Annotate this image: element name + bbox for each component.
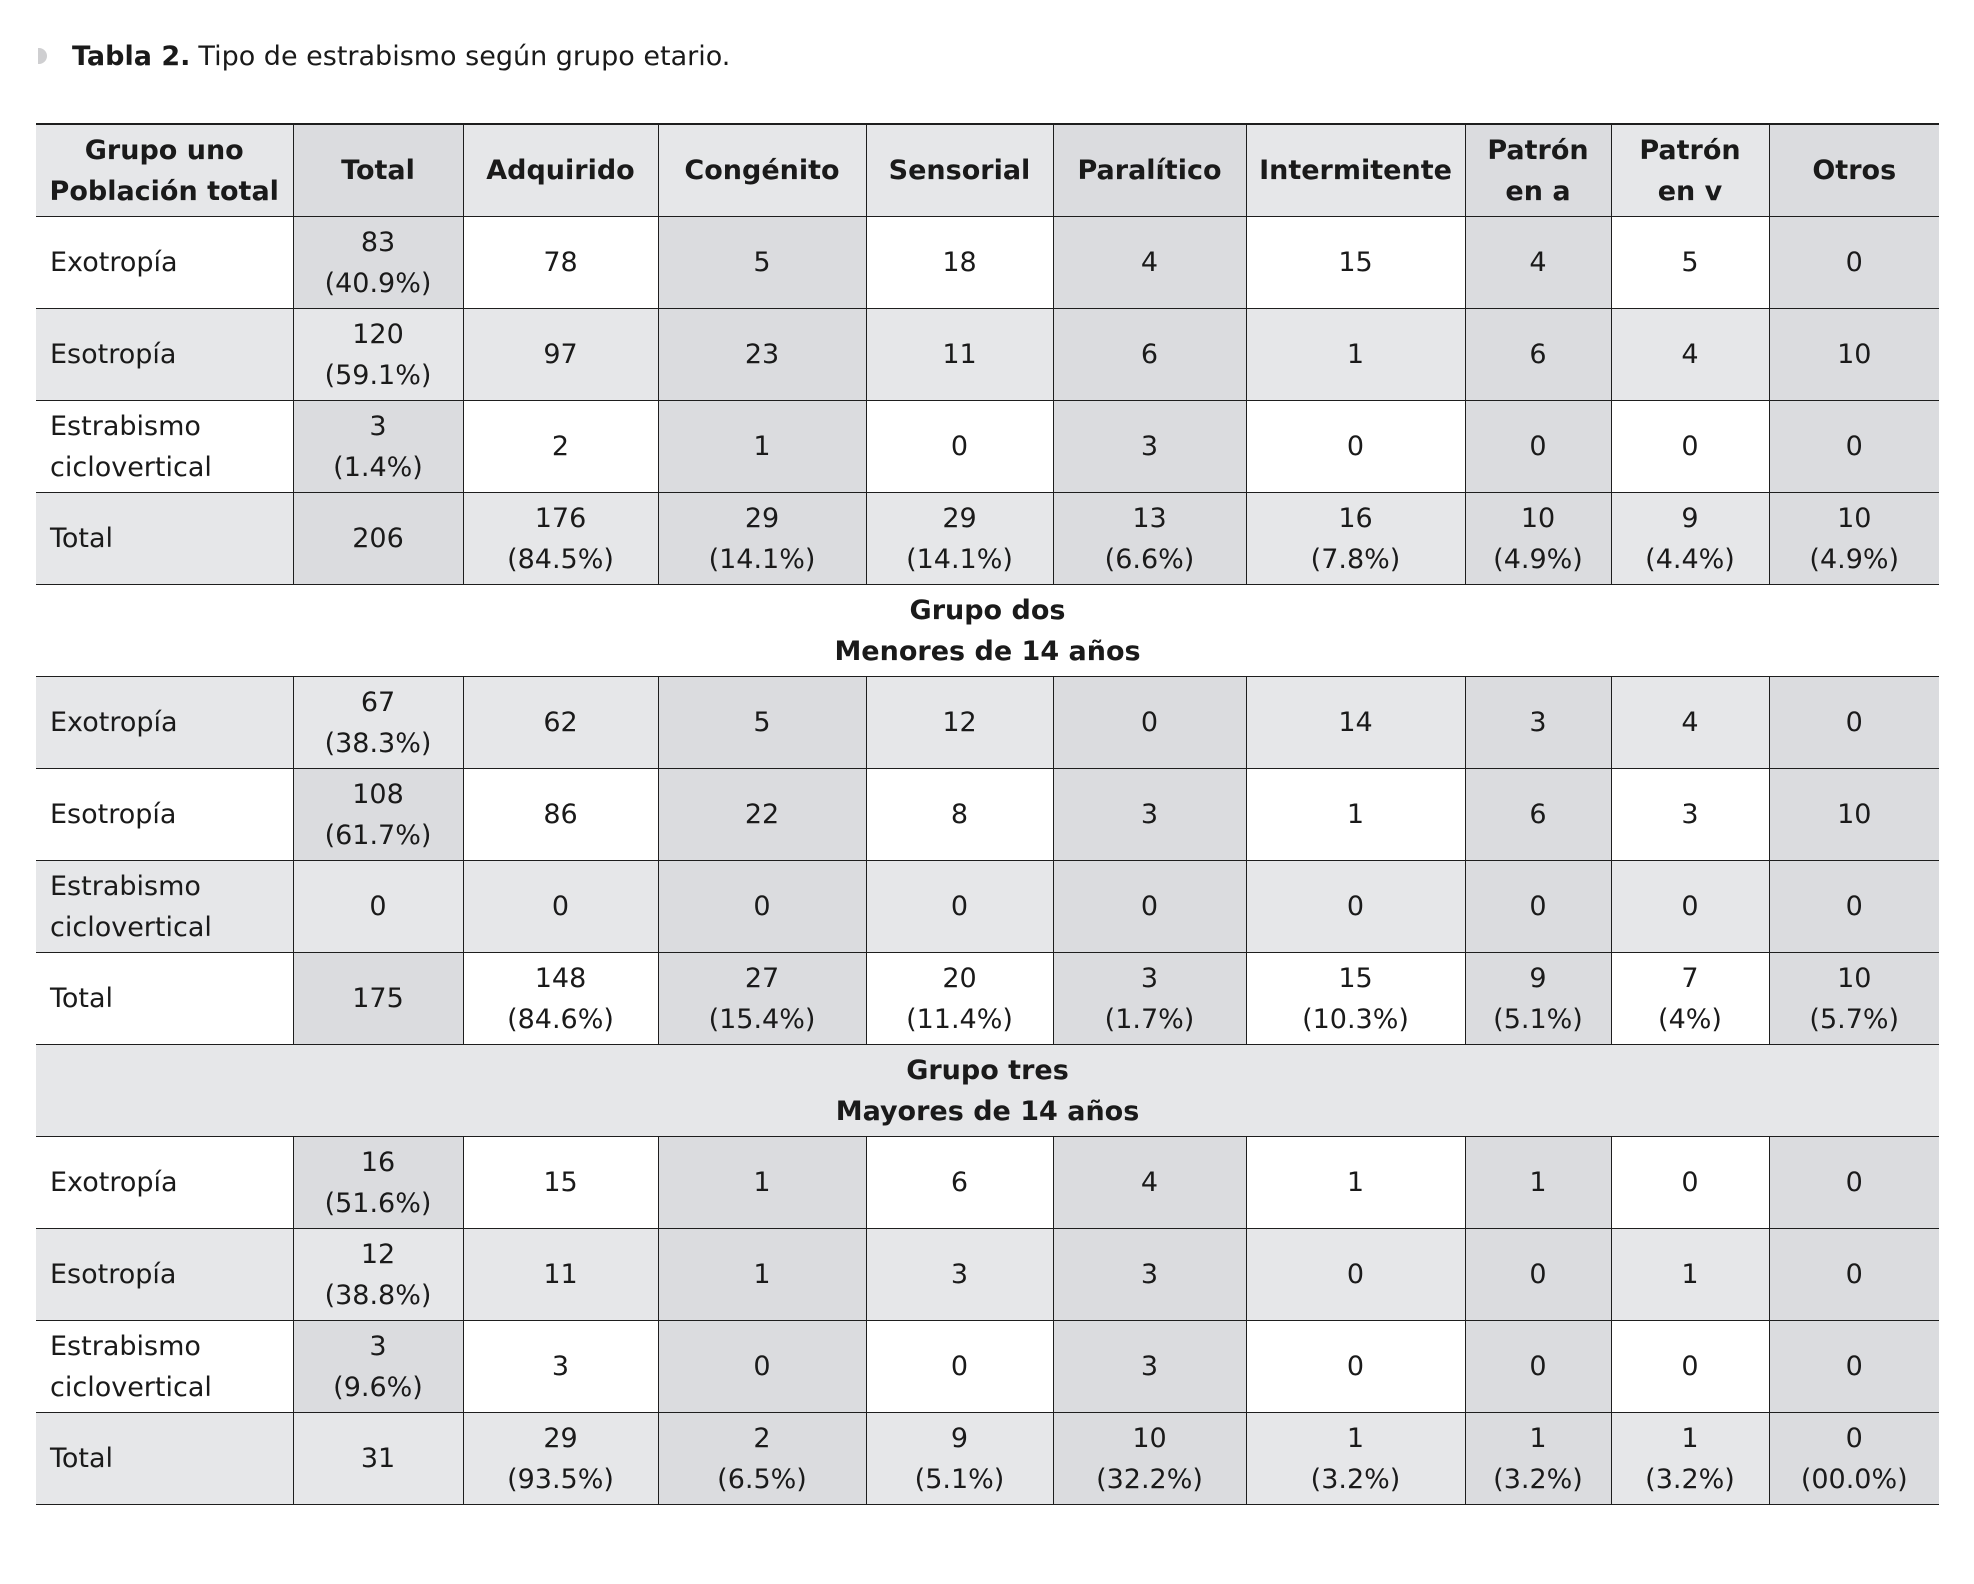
row-label: Exotropía [36, 1137, 293, 1229]
cell-patron-a: 1 [1465, 1137, 1611, 1229]
cell-adquirido: 176 (84.5%) [463, 493, 658, 585]
cell-patron-v: 4 [1611, 309, 1769, 401]
cell-intermitente: 0 [1246, 1321, 1465, 1413]
table-row-g1-ciclovertical [36, 401, 1939, 493]
cell-otros: 0 [1769, 677, 1939, 769]
cell-adquirido: 148 (84.6%) [463, 953, 658, 1045]
cell-patron-a: 0 [1465, 861, 1611, 953]
cell-otros: 0 [1769, 401, 1939, 493]
cell-adquirido: 2 [463, 401, 658, 493]
row-label: Total [36, 1413, 293, 1505]
cell-paralitico: 4 [1053, 217, 1246, 309]
cell-sensorial: 18 [866, 217, 1053, 309]
row-label: Esotropía [36, 1229, 293, 1321]
cell-patron-v: 0 [1611, 1321, 1769, 1413]
cell-congenito: 0 [658, 1321, 866, 1413]
header-group: Grupo uno Población total [36, 124, 293, 217]
cell-congenito: 1 [658, 1137, 866, 1229]
cell-patron-a: 3 [1465, 677, 1611, 769]
cell-patron-v: 4 [1611, 677, 1769, 769]
cell-total: 67 (38.3%) [293, 677, 463, 769]
cell-total: 120 (59.1%) [293, 309, 463, 401]
cell-patron-a: 0 [1465, 1321, 1611, 1413]
table-row-g1-exotropia [36, 217, 1939, 309]
cell-adquirido: 0 [463, 861, 658, 953]
cell-paralitico: 0 [1053, 861, 1246, 953]
cell-patron-a: 1 (3.2%) [1465, 1413, 1611, 1505]
row-label: Estrabismo ciclovertical [36, 1321, 293, 1413]
cell-paralitico: 0 [1053, 677, 1246, 769]
cell-sensorial: 3 [866, 1229, 1053, 1321]
group-heading-row [36, 1045, 1939, 1137]
caption-marker-icon [38, 48, 47, 64]
header-otros: Otros [1769, 124, 1939, 217]
row-label: Estrabismo ciclovertical [36, 401, 293, 493]
cell-intermitente: 14 [1246, 677, 1465, 769]
header-paralitico: Paralítico [1053, 124, 1246, 217]
cell-total: 3 (1.4%) [293, 401, 463, 493]
group-heading-row [36, 585, 1939, 677]
table-row-g3-esotropia [36, 1229, 1939, 1321]
cell-adquirido: 62 [463, 677, 658, 769]
cell-congenito: 22 [658, 769, 866, 861]
cell-otros: 0 [1769, 1137, 1939, 1229]
cell-patron-v: 0 [1611, 861, 1769, 953]
table-row-g2-total [36, 953, 1939, 1045]
cell-total: 12 (38.8%) [293, 1229, 463, 1321]
cell-congenito: 23 [658, 309, 866, 401]
header-congenito: Congénito [658, 124, 866, 217]
cell-sensorial: 0 [866, 861, 1053, 953]
cell-paralitico: 3 (1.7%) [1053, 953, 1246, 1045]
cell-paralitico: 13 (6.6%) [1053, 493, 1246, 585]
header-sensorial: Sensorial [866, 124, 1053, 217]
cell-patron-v: 0 [1611, 401, 1769, 493]
cell-congenito: 27 (15.4%) [658, 953, 866, 1045]
cell-paralitico: 4 [1053, 1137, 1246, 1229]
cell-patron-v: 9 (4.4%) [1611, 493, 1769, 585]
cell-congenito: 0 [658, 861, 866, 953]
cell-sensorial: 11 [866, 309, 1053, 401]
cell-total: 206 [293, 493, 463, 585]
strabismus-table [36, 123, 1939, 1505]
cell-intermitente: 1 [1246, 1137, 1465, 1229]
header-intermitente: Intermitente [1246, 124, 1465, 217]
header-row [36, 124, 1939, 217]
row-label: Estrabismo ciclovertical [36, 861, 293, 953]
cell-sensorial: 12 [866, 677, 1053, 769]
cell-paralitico: 3 [1053, 1229, 1246, 1321]
cell-adquirido: 86 [463, 769, 658, 861]
row-label: Total [36, 493, 293, 585]
cell-otros: 0 [1769, 1321, 1939, 1413]
row-label: Exotropía [36, 217, 293, 309]
table-caption [38, 36, 730, 76]
cell-otros: 0 (00.0%) [1769, 1413, 1939, 1505]
row-label: Esotropía [36, 769, 293, 861]
header-patron-a: Patrón en a [1465, 124, 1611, 217]
cell-intermitente: 1 (3.2%) [1246, 1413, 1465, 1505]
cell-sensorial: 9 (5.1%) [866, 1413, 1053, 1505]
cell-total: 31 [293, 1413, 463, 1505]
caption-label: Tabla 2. [72, 40, 191, 72]
cell-intermitente: 15 [1246, 217, 1465, 309]
header-adquirido: Adquirido [463, 124, 658, 217]
cell-congenito: 5 [658, 677, 866, 769]
row-label: Esotropía [36, 309, 293, 401]
cell-paralitico: 6 [1053, 309, 1246, 401]
cell-patron-v: 1 [1611, 1229, 1769, 1321]
cell-patron-a: 10 (4.9%) [1465, 493, 1611, 585]
row-label: Exotropía [36, 677, 293, 769]
table-row-g3-exotropia [36, 1137, 1939, 1229]
cell-otros: 0 [1769, 861, 1939, 953]
cell-patron-a: 6 [1465, 309, 1611, 401]
cell-total: 16 (51.6%) [293, 1137, 463, 1229]
cell-adquirido: 11 [463, 1229, 658, 1321]
cell-total: 175 [293, 953, 463, 1045]
cell-congenito: 1 [658, 1229, 866, 1321]
table-row-g3-ciclovertical [36, 1321, 1939, 1413]
cell-patron-v: 0 [1611, 1137, 1769, 1229]
cell-adquirido: 78 [463, 217, 658, 309]
cell-intermitente: 1 [1246, 309, 1465, 401]
cell-patron-a: 9 (5.1%) [1465, 953, 1611, 1045]
cell-intermitente: 0 [1246, 861, 1465, 953]
row-label: Total [36, 953, 293, 1045]
cell-congenito: 29 (14.1%) [658, 493, 866, 585]
cell-intermitente: 0 [1246, 401, 1465, 493]
cell-paralitico: 3 [1053, 769, 1246, 861]
cell-sensorial: 6 [866, 1137, 1053, 1229]
cell-paralitico: 3 [1053, 1321, 1246, 1413]
cell-sensorial: 29 (14.1%) [866, 493, 1053, 585]
cell-otros: 0 [1769, 1229, 1939, 1321]
cell-total: 108 (61.7%) [293, 769, 463, 861]
cell-patron-a: 0 [1465, 401, 1611, 493]
cell-patron-v: 5 [1611, 217, 1769, 309]
cell-patron-a: 0 [1465, 1229, 1611, 1321]
cell-adquirido: 97 [463, 309, 658, 401]
table-row-g1-esotropia [36, 309, 1939, 401]
table-row-g2-exotropia [36, 677, 1939, 769]
cell-paralitico: 10 (32.2%) [1053, 1413, 1246, 1505]
table-row-g2-ciclovertical [36, 861, 1939, 953]
table-row-g2-esotropia [36, 769, 1939, 861]
cell-adquirido: 15 [463, 1137, 658, 1229]
header-total: Total [293, 124, 463, 217]
table-row-g1-total [36, 493, 1939, 585]
cell-otros: 10 [1769, 769, 1939, 861]
cell-intermitente: 1 [1246, 769, 1465, 861]
cell-paralitico: 3 [1053, 401, 1246, 493]
cell-patron-a: 6 [1465, 769, 1611, 861]
group-heading-dos: Grupo dos Menores de 14 años [36, 585, 1939, 677]
cell-intermitente: 16 (7.8%) [1246, 493, 1465, 585]
cell-sensorial: 20 (11.4%) [866, 953, 1053, 1045]
cell-sensorial: 0 [866, 1321, 1053, 1413]
cell-congenito: 5 [658, 217, 866, 309]
cell-intermitente: 15 (10.3%) [1246, 953, 1465, 1045]
header-patron-v: Patrón en v [1611, 124, 1769, 217]
table-row-g3-total [36, 1413, 1939, 1505]
cell-sensorial: 0 [866, 401, 1053, 493]
cell-intermitente: 0 [1246, 1229, 1465, 1321]
group-heading-tres: Grupo tres Mayores de 14 años [36, 1045, 1939, 1137]
cell-otros: 10 [1769, 309, 1939, 401]
cell-total: 83 (40.9%) [293, 217, 463, 309]
cell-total: 0 [293, 861, 463, 953]
cell-patron-v: 7 (4%) [1611, 953, 1769, 1045]
cell-patron-v: 3 [1611, 769, 1769, 861]
cell-sensorial: 8 [866, 769, 1053, 861]
cell-patron-a: 4 [1465, 217, 1611, 309]
cell-otros: 10 (5.7%) [1769, 953, 1939, 1045]
cell-congenito: 2 (6.5%) [658, 1413, 866, 1505]
cell-congenito: 1 [658, 401, 866, 493]
cell-adquirido: 29 (93.5%) [463, 1413, 658, 1505]
caption-text: Tipo de estrabismo según grupo etario. [198, 40, 731, 72]
cell-adquirido: 3 [463, 1321, 658, 1413]
cell-otros: 10 (4.9%) [1769, 493, 1939, 585]
cell-otros: 0 [1769, 217, 1939, 309]
cell-total: 3 (9.6%) [293, 1321, 463, 1413]
cell-patron-v: 1 (3.2%) [1611, 1413, 1769, 1505]
